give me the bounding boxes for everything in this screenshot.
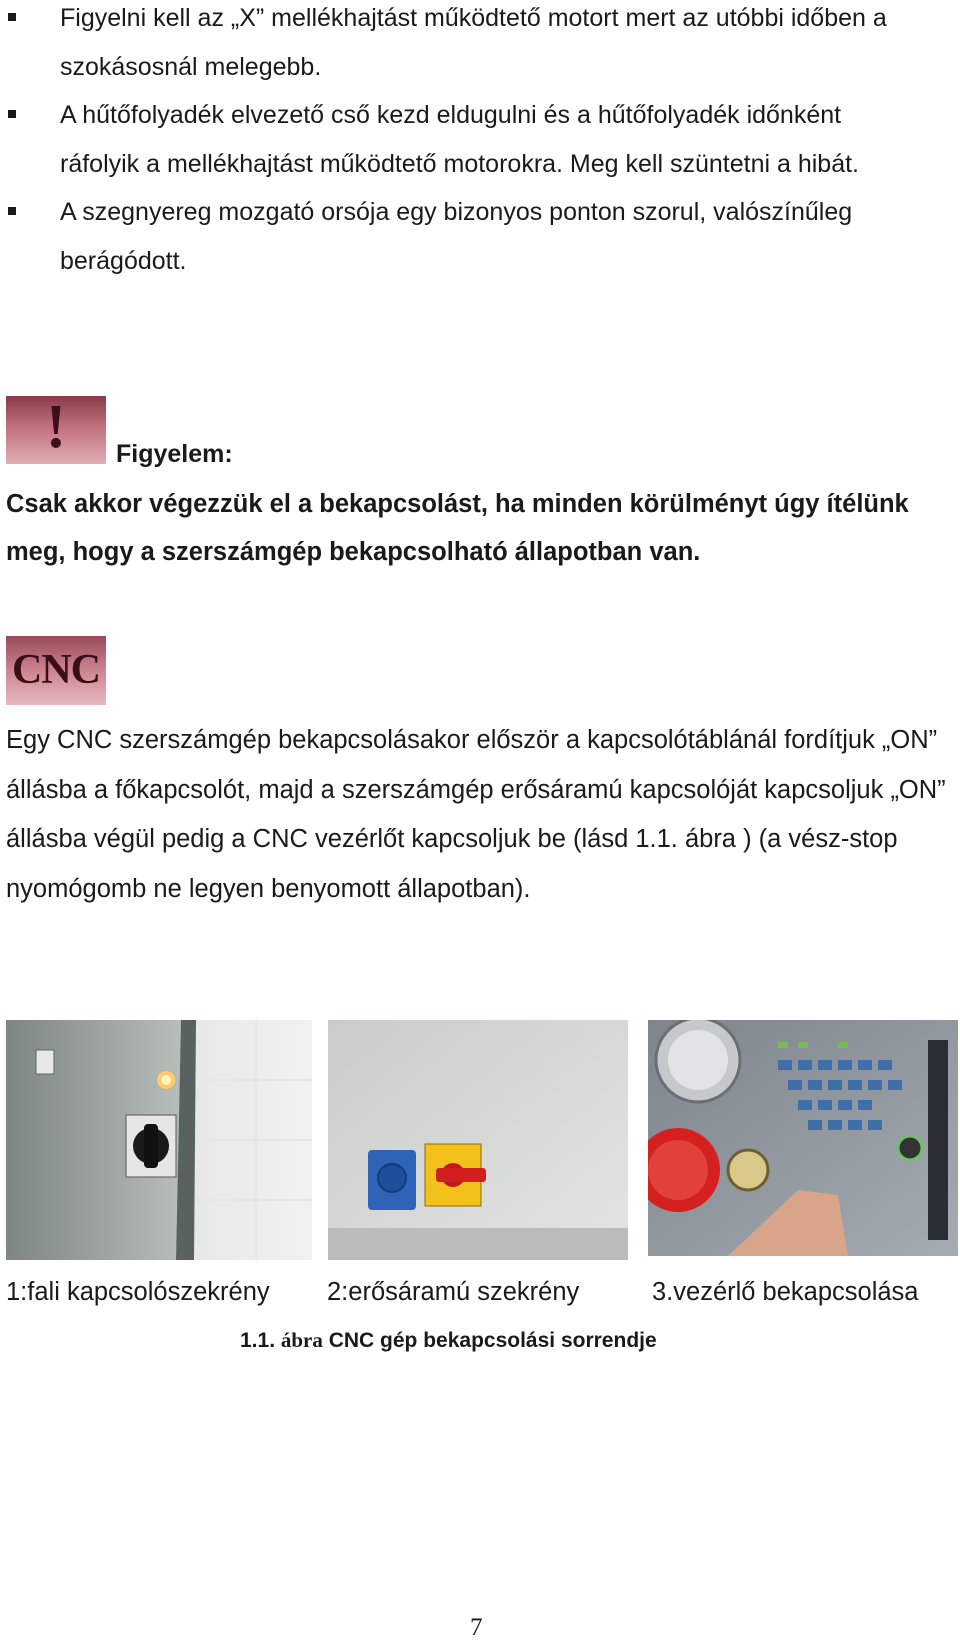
photo-wall-switch-cabinet	[6, 1020, 312, 1260]
warning-title: Figyelem:	[116, 440, 233, 468]
cnc-badge-label: CNC	[12, 647, 100, 693]
warning-header	[6, 393, 606, 468]
figure-caption	[240, 1327, 657, 1354]
bullet-marker	[8, 207, 16, 215]
warning-text: Csak akkor végezzük el a bekapcsolást, ha minden körülményt úgy ítélünk meg, hogy a szerszámgép bekapcsolható állapotban van.	[6, 490, 909, 566]
page-number: 7	[470, 1614, 483, 1641]
body-paragraph: Egy CNC szerszámgép bekapcsolásakor először a kapcsolótáblánál fordítjuk „ON” állásba a főkapcsolót, majd a szerszámgép erősáramú kapcsolóját kapcsoljuk „ON” állásba végül pedig a CNC vezérlőt kapcsoljuk be (lásd 1.1. ábra ) (a vész-stop nyomógomb ne legyen benyomott állapotban).	[6, 726, 946, 903]
list-item-text: Figyelni kell az „X” mellékhajtást működtető motort mert az utóbbi időben a szokásosnál melegebb.	[60, 4, 887, 81]
warning-icon	[6, 393, 106, 464]
bullet-marker	[8, 13, 16, 21]
figure-word: ábra	[280, 1328, 323, 1352]
list-item-text: A szegnyereg mozgató orsója egy bizonyos ponton szorul, valószínűleg berágódott.	[60, 198, 853, 275]
figure-title: CNC gép bekapcsolási sorrendje	[328, 1329, 657, 1352]
figure-number: 1.1.	[240, 1329, 276, 1352]
bullet-list	[0, 0, 960, 285]
photo-control-panel	[648, 1020, 958, 1256]
photo-caption: 1:fali kapcsolószekrény	[6, 1278, 270, 1306]
list-item	[0, 91, 900, 188]
cnc-badge-icon	[6, 636, 106, 705]
list-item	[0, 0, 900, 91]
list-item	[0, 188, 900, 285]
list-item-text: A hűtőfolyadék elvezető cső kezd eldugulni és a hűtőfolyadék időnként ráfolyik a mellékhajtást működtető motorokra. Meg kell szüntetni a hibát.	[60, 101, 859, 178]
bullet-marker	[8, 110, 16, 118]
exclamation-glyph: !	[45, 393, 67, 461]
photo-power-cabinet	[328, 1020, 628, 1260]
photo-caption: 2:erősáramú szekrény	[327, 1278, 580, 1306]
photo-caption: 3.vezérlő bekapcsolása	[652, 1278, 919, 1306]
